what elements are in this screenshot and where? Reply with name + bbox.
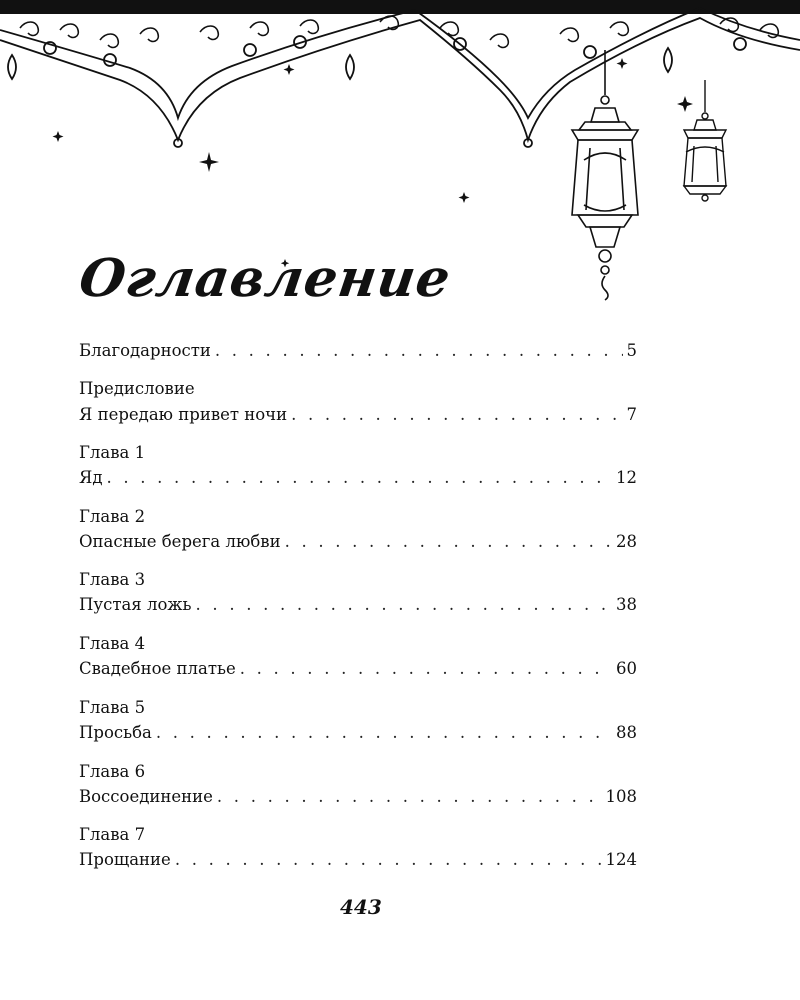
hanging-lantern <box>572 50 638 300</box>
toc-entry-title: Опасные берега любви <box>79 532 281 551</box>
toc-entry-page: 7 <box>626 405 637 424</box>
hanging-lantern <box>684 80 726 201</box>
toc-entry-page: 60 <box>616 659 637 678</box>
dot-leader <box>215 339 623 363</box>
toc-entry-page: 12 <box>616 468 637 487</box>
toc-entry-title: Я передаю привет ночи <box>79 405 288 424</box>
star-icon <box>53 58 694 267</box>
toc-entry <box>79 657 637 681</box>
toc-chapter-heading: Глава 4 <box>79 634 146 653</box>
toc-chapter-heading: Глава 3 <box>79 570 146 589</box>
toc-entry-title: Воссоединение <box>79 787 213 806</box>
toc-entry <box>79 593 637 617</box>
toc-entry-page: 38 <box>616 595 637 614</box>
page-number: 443 <box>340 895 382 919</box>
dot-leader <box>196 593 612 617</box>
toc-entry-title: Просьба <box>79 723 152 742</box>
toc-entry-page: 5 <box>626 341 637 360</box>
toc-entry-page: 88 <box>616 723 637 742</box>
toc-entry <box>79 339 637 363</box>
toc-entry-page: 124 <box>605 850 637 869</box>
toc-entry <box>79 721 637 745</box>
toc-chapter-heading: Глава 1 <box>79 443 146 462</box>
toc-chapter-heading: Глава 6 <box>79 762 146 781</box>
toc-chapter-heading: Глава 5 <box>79 698 146 717</box>
toc-entry-title: Пустая ложь <box>79 595 192 614</box>
toc-entry <box>79 848 637 872</box>
toc-section-heading: Предисловие <box>79 379 195 398</box>
toc-entry <box>79 785 637 809</box>
toc-chapter-heading: Глава 7 <box>79 825 146 844</box>
page-title: Оглавление <box>75 248 455 309</box>
toc-entry-title: Благодарности <box>79 341 211 360</box>
dot-leader <box>217 785 602 809</box>
dot-leader <box>156 721 612 745</box>
dot-leader <box>240 657 612 681</box>
arabesque-border <box>0 0 800 147</box>
dot-leader <box>107 466 613 490</box>
toc-entry-title: Яд <box>79 468 103 487</box>
toc-entry-page: 28 <box>616 532 637 551</box>
toc-entry <box>79 530 637 554</box>
dot-leader <box>285 530 612 554</box>
dot-leader <box>175 848 602 872</box>
toc-chapter-heading: Глава 2 <box>79 507 146 526</box>
toc-entry-page: 108 <box>605 787 637 806</box>
toc-entry <box>79 466 637 490</box>
toc-entry-title: Свадебное платье <box>79 659 236 678</box>
toc-entry <box>79 403 637 427</box>
dot-leader <box>291 403 622 427</box>
toc-entry-title: Прощание <box>79 850 171 869</box>
